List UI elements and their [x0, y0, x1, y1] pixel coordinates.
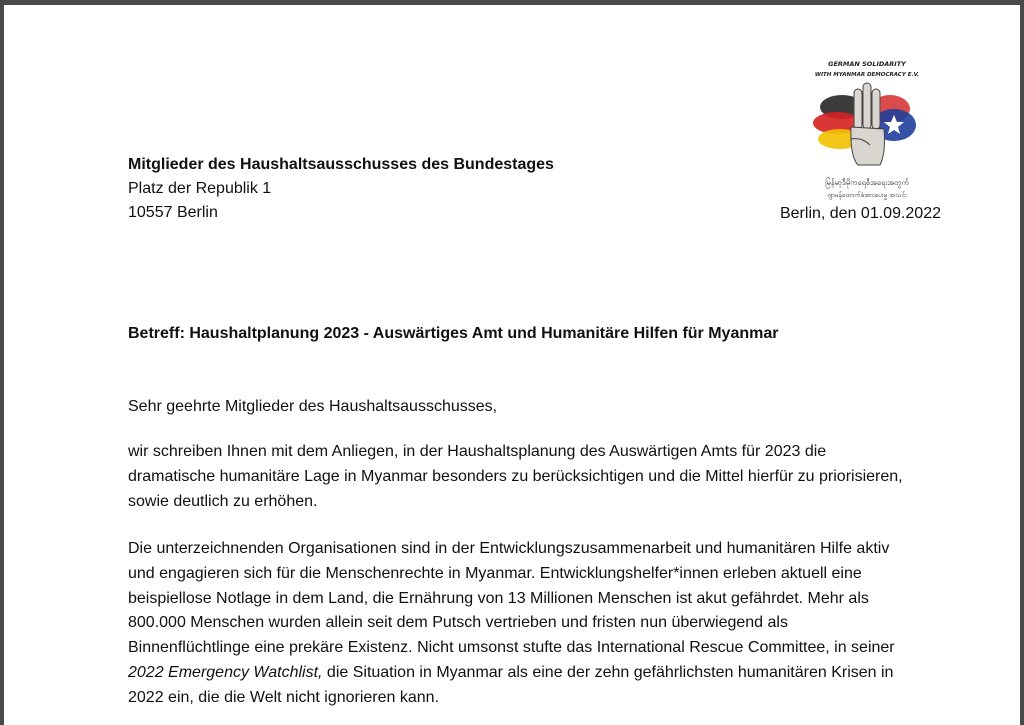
recipient-organization: Mitglieder des Haushaltsausschusses des Bundestages	[128, 156, 554, 173]
letter-salutation: Sehr geehrte Mitglieder des Haushaltsausschusses,	[128, 398, 498, 415]
recipient-street: Platz der Republik 1	[128, 180, 272, 197]
watchlist-title: 2022 Emergency Watchlist,	[128, 663, 323, 681]
logo-text-line2: WITH MYANMAR DEMOCRACY E.V.	[814, 72, 920, 78]
body-paragraph-1: wir schreiben Ihnen mit dem Anliegen, in der Haushaltsplanung des Auswärtigen Amts für 2023 die dramatische humanitäre Lage in Myanmar besonders zu berücksichtigen und die Mittel hierfür zu priorisieren, sowie deutlich zu erhöhen.	[128, 443, 903, 510]
letter-subject: Betreff: Haushaltplanung 2023 - Auswärtiges Amt und Humanitäre Hilfen für Myanmar	[128, 325, 779, 342]
body-paragraph-2	[128, 537, 908, 711]
logo-burmese-line2: ဂျာမန်ထောက်ခံအားပေးမှု အသင်း	[827, 191, 907, 199]
three-finger-salute-icon	[851, 83, 885, 165]
logo-text-line1: GERMAN SOLIDARITY	[828, 60, 906, 68]
organization-logo	[804, 57, 930, 205]
logo-burmese-line1: မြန်မာ့ဒီမိုကရေစီအရေးအတွက်	[825, 178, 909, 187]
letter-date: Berlin, den 01.09.2022	[779, 205, 941, 222]
document-page	[4, 5, 1020, 725]
logo-graphic	[804, 57, 930, 205]
paragraph-2-text-end: die Situation in Myanmar als eine der zehn gefährlichsten humanitären Krisen in 2022 ein, die die Welt nicht ignorieren kann.	[128, 663, 894, 706]
recipient-city: 10557 Berlin	[128, 204, 218, 221]
recipient-address	[128, 153, 554, 225]
paragraph-2-text: Die unterzeichnenden Organisationen sind in der Entwicklungszusammenarbeit und humanitären Hilfe aktiv und engagieren sich für die Menschenrechte in Myanmar. Entwicklungshelfer*innen erleben aktuell eine beispiellose Notlage in dem Land, die Ernährung von 13 Millionen Menschen ist akut gefährdet. Mehr als 800.000 Menschen wurden allein seit dem Putsch vertrieben und fristen nun überwiegend als Binnenflüchtlinge eine prekäre Existenz. Nicht umsonst stufte das International Rescue Committee, in seiner	[128, 540, 895, 657]
